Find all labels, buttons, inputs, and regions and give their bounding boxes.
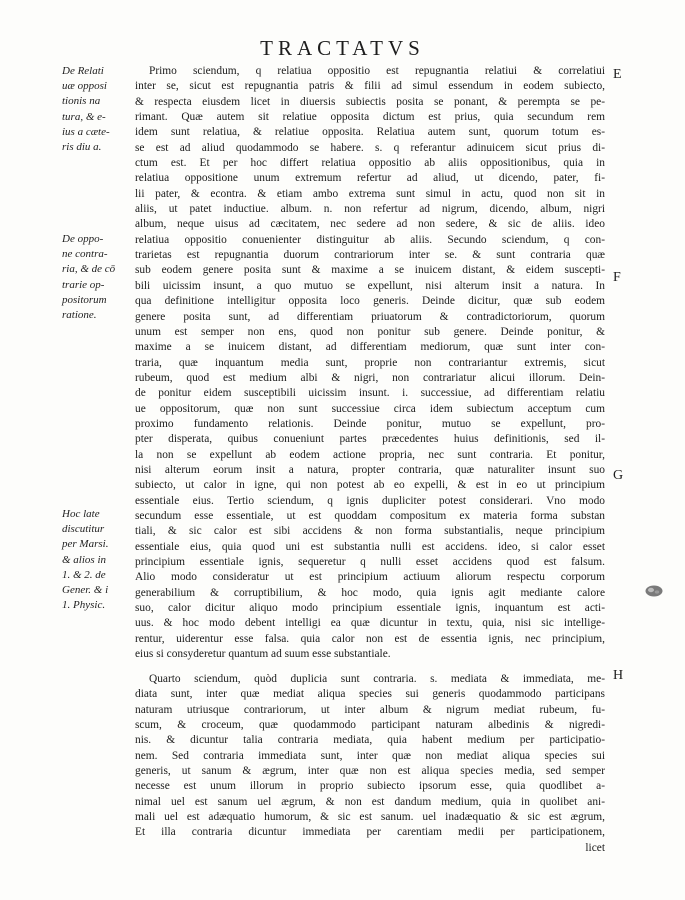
running-head: TRACTATVS — [260, 36, 425, 60]
marginal-line: uæ opposi — [62, 80, 107, 93]
text-line: Et illa contraria dicuntur immediata per carentiam medii per participationem, — [135, 826, 605, 839]
catchword: licet — [585, 841, 605, 854]
text-line: subiecto, ut calor in igne, qui non potest ab eo expelli, & est in eo ut principium — [135, 479, 605, 492]
text-line: tiali, & sic calor est sibi accidens & non forma substantialis, neque principium — [135, 525, 605, 538]
text-line: generis, ut sanum & ægrum, inter quæ non est aliqua species media, sed semper — [135, 765, 605, 778]
marginal-line: De Relati — [62, 65, 104, 77]
section-letter-h: H — [613, 668, 624, 683]
section-letter-f: F — [613, 270, 621, 285]
text-line: proximo fundamento relationis. Deinde ponitur, mutuo se expellunt, pro- — [135, 417, 605, 430]
text-line: necesse est unum illorum in proprio subiecto ipsorum esse, quia quodlibet a- — [135, 780, 605, 793]
marginal-line: per Marsi. — [62, 538, 109, 551]
text-line: bili uicissim insunt, a quo mutuo se expellunt, nisi alterum insit a natura. In — [135, 279, 605, 292]
text-line: essentiale eius, quia quod uni est substantia nulli est accidens. ideo, si calor esset — [135, 540, 605, 553]
text-line: album, neque uisus ad cæcitatem, nec sedere ad non sedere, & sic de aliis. ideo — [135, 218, 605, 231]
text-line: de ponitur eidem susceptibili uicissim insunt. i. successiue, ad differentiam relatiu — [135, 387, 605, 400]
text-line: sub eodem genere posita sunt & maxime a se inuicem distant, & eidem suscepti- — [135, 264, 605, 277]
text-line: mali uel est adæquatio humorum, & sic est sanum. uel inadæquatio & sic est ægrum, — [135, 811, 605, 824]
text-line: principium essentiale ignis, sequeretur q nulli esset accidens quod est falsum. — [135, 556, 605, 568]
text-line: ue oppositorum, quæ non sunt successiue circa idem subiectum acceptum cum — [135, 402, 605, 415]
text-line: relatiua oppositione unum extremum refertur ad aliud, ut dicendo, pater, fi- — [135, 172, 605, 185]
text-line: idem sunt relatiua, & relatiue opposita. Relatiua autem sunt, quorum totum es- — [135, 126, 605, 139]
text-line: diata sunt, inter quæ mediat aliqua species sui generis quodammodo participans — [135, 688, 605, 701]
text-line: suo, calor dicitur aliquo modo principium essentiale ignis, inquantum est acti- — [135, 602, 605, 615]
text-line: Alio modo consideratur ut est principium actiuum aliorum respectu corporum — [135, 571, 605, 584]
text-line: Primo sciendum, q relatiua oppositio est repugnantia relatiui & correlatiui — [149, 65, 605, 77]
text-line: la non se expellunt ab eodem actione propria, nec sunt contraria. Et ponitur, — [135, 448, 605, 461]
marginal-line: ne contra- — [62, 248, 108, 261]
text-line: se est ad aliud quodammodo se habere. s. q referantur adinuicem sicut prius di- — [135, 141, 605, 154]
marginal-note-de-relatiuae — [62, 64, 130, 155]
text-line: unum est semper non ens, quod non ponitur sub genere. Deinde ponitur, & — [135, 325, 605, 338]
text-line: aliis, ut patet inductiue. album. n. non refertur ad nigrum, dicendo, album, nigri — [135, 203, 605, 216]
text-line: nis. & dicuntur talia contraria mediata, quia habent medium per participatio- — [135, 734, 605, 747]
marginal-line: & alios in — [62, 553, 107, 566]
marginal-note-de-opposita-contraria — [62, 232, 130, 323]
text-line: & respecta eiusdem licet in diuersis subiectis posita se ponant, & perempta se pe- — [135, 95, 605, 108]
marginal-line: discutitur — [62, 523, 105, 536]
paragraph-quarto — [135, 672, 605, 856]
text-line: inter se, sicut est repugnantia patris & filii ad simul essendum in eodem subiecto, — [135, 80, 605, 93]
marginal-line: tura, & e- — [62, 110, 106, 123]
text-line: nem. Sed contraria immediata sunt, inter quæ non mediat aliqua species sui — [135, 749, 605, 762]
text-line: pter disperata, quibus conueniunt partes præcedentes huius definitionis, sed il- — [135, 433, 605, 446]
text-line: Quarto sciendum, quòd duplicia sunt contraria. s. mediata & immediata, me- — [149, 673, 605, 685]
marginal-line: tionis na — [62, 95, 101, 108]
marginal-line: Hoc late — [62, 508, 100, 520]
marginal-line: ius a cæte- — [62, 125, 110, 138]
marginal-line: ris diu a. — [62, 141, 102, 154]
text-line: scum, & croceum, quæ quodammodo participant naturam albedinis & nigredi- — [135, 719, 605, 732]
text-line: maxime a se inuicem distant, ad differentiam mediorum, quæ sunt inter con- — [135, 341, 605, 354]
text-line: secundum esse essentiale, ut est quoddam compositum ex materia forma substan — [135, 509, 605, 522]
text-line: rubeum, quod est medium albi & nigri, non contrariatur alicui illorum. Dein- — [135, 371, 605, 384]
marginal-line: 1. & 2. de — [62, 568, 106, 581]
text-line: naturam utriusque contrariorum, ut inter album & nigrum mediat rubeum, fu- — [135, 703, 605, 716]
marginal-note-hoc-late — [62, 507, 130, 613]
marginal-line: ratione. — [62, 309, 97, 322]
marginal-line: positorum — [62, 293, 107, 306]
text-line: generabilium & corruptibilium, & hoc modo, quia ignis agit mediante calore — [135, 586, 605, 599]
ink-blot-icon — [644, 584, 664, 598]
marginal-line: Gener. & i — [62, 584, 109, 597]
text-line: qua definitione intelligitur opposita loco generis. Deinde dicitur, quæ sub eodem — [135, 295, 605, 308]
text-line: relatiua oppositio conuenienter distinguitur ab aliis. Secundo sciendum, q con- — [135, 233, 605, 246]
text-line: ctum est. Et per hoc differt relatiua oppositio ab aliis oppositionibus, quia in — [135, 157, 605, 170]
text-line: lii pater, & econtra. & etiam ambo extrema sunt simul in actu, quod non sit in — [135, 187, 605, 200]
text-line: trarietas est repugnantia duorum contrariorum inter se. & sunt contraria quæ — [135, 249, 605, 262]
marginal-line: trarie op- — [62, 278, 105, 291]
paragraph-primo — [135, 64, 605, 662]
text-line: eius si consyderetur quantum ad suum esse substantiale. — [135, 648, 391, 661]
marginal-line: 1. Physic. — [62, 599, 106, 612]
marginal-line: De oppo- — [62, 233, 104, 245]
text-line: genere posita sunt, ad differentiam priuatorum & contradictoriorum, quorum — [135, 310, 605, 323]
text-line: rentur, uiderentur esse falsa. quia calor non est de essentia ignis, nec principium, — [135, 632, 605, 645]
text-line: nisi alterum eorum insit a natura, propter contraria, quæ naturaliter insunt suo — [135, 463, 605, 476]
text-line: essentiale eius. Tertio sciendum, q ignis dupliciter potest considerari. Vno modo — [135, 494, 605, 507]
section-letter-g: G — [613, 468, 624, 483]
marginal-line: ria, & de cō — [62, 263, 116, 276]
text-line: uus. & hoc modo debent intelligi ea quæ dicuntur in textu, quia, nisi sic intellige- — [135, 617, 605, 630]
text-line: traria, quæ inquantum media sunt, proprie non contrariantur extremis, sicut — [135, 356, 605, 369]
section-letter-e: E — [613, 67, 622, 82]
text-line: nimal uel est sanum uel ægrum, & non est dandum medium, quia in quolibet ani- — [135, 795, 605, 808]
text-line: rimant. Quæ autem sit relatiue opposita dictum est prius, quia secundum rem — [135, 111, 605, 124]
